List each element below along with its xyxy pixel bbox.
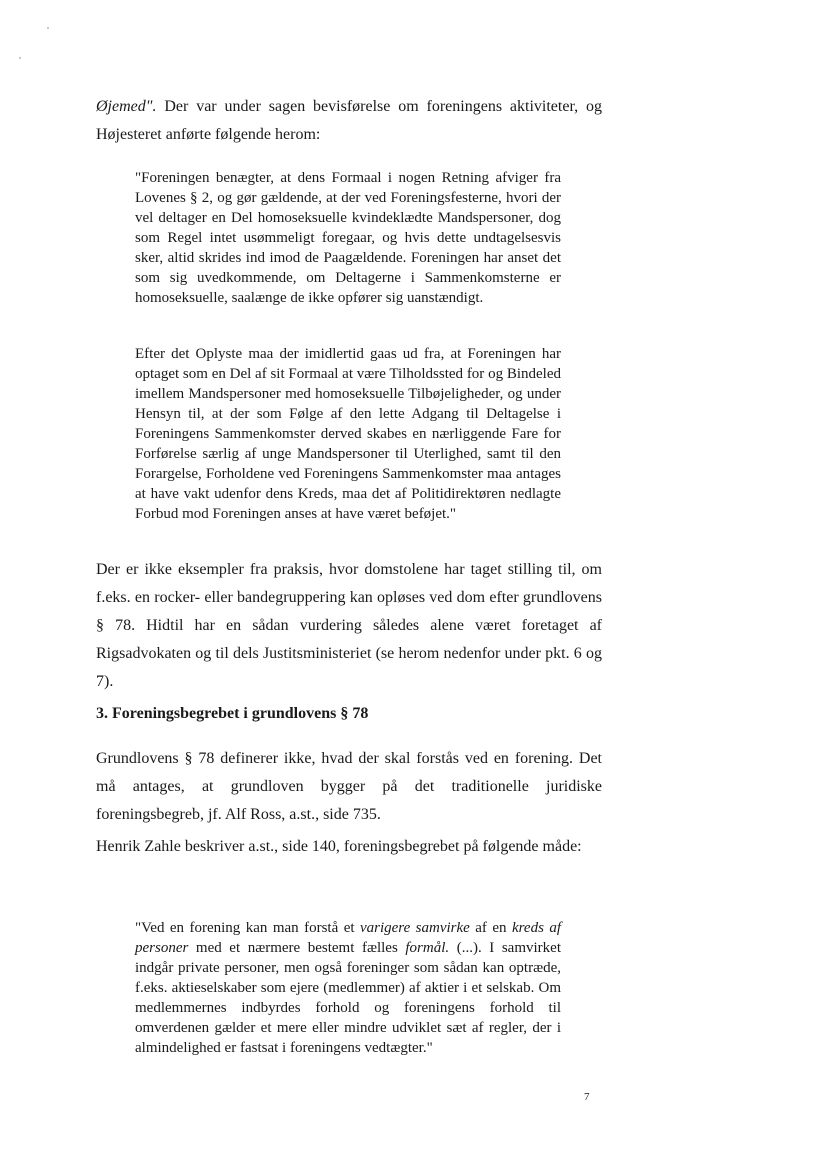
zahle-quote [135, 918, 561, 1058]
section-heading: 3. Foreningsbegrebet i grundlovens § 78 [96, 705, 369, 722]
definition-paragraph: Grundlovens § 78 definerer ikke, hvad der skal forstås ved en forening. Det må antages, at grundloven bygger på det traditionelle juridiske foreningsbegreb, jf. Alf Ross, a.st., side 735. [96, 750, 602, 823]
court-quote-1: "Foreningen benægter, at dens Formaal i nogen Retning afviger fra Lovenes § 2, og gør gældende, at der ved Foreningsfesterne, hvori der vel deltager en Del homoseksuelle kvindeklædte Mandspersoner, dog som Regel intet usømmeligt foregaar, og hvis dette undtagelsesvis sker, altid skrides ind imod de Paagældende. Foreningen har anset det som sig uvedkommende, om Deltagerne i Sammenkomsterne er homoseksuelle, saalænge de ikke opfører sig uanstændigt. [135, 170, 561, 306]
intro-italic-word: Øjemed". [96, 98, 157, 115]
zahle-quote-text: med et nærmere bestemt fælles [188, 940, 406, 956]
scan-speck [19, 57, 21, 59]
court-quote-2: Efter det Oplyste maa der imidlertid gaas ud fra, at Foreningen har optaget som en Del af sit Formaal at være Tilholdssted for og Bindeled imellem Mandspersoner med homoseksuelle Tilbøjeligheder, og under Hensyn til, at der som Følge af den lette Adgang til Deltagelse i Foreningens Sammenkomster derved skabes en nærliggende Fare for Forførelse særlig af unge Mandspersoner til Uterlighed, samt til den Forargelse, Forholdene ved Foreningens Sammenkomster maa antages at have vakt udenfor dens Kreds, maa det af Politidirektøren nedlagte Forbud mod Foreningen anses at have været beføjet." [135, 346, 561, 522]
scan-speck [47, 27, 49, 29]
intro-text: Der var under sagen bevisførelse om foreningens aktiviteter, og Højesteret anførte følgende herom: [96, 98, 602, 143]
zahle-quote-emphasis: kreds af personer [135, 920, 562, 956]
intro-paragraph [96, 93, 602, 149]
zahle-quote-emphasis: varigere samvirke [359, 920, 470, 936]
practice-paragraph: Der er ikke eksempler fra praksis, hvor domstolene har taget stilling til, om f.eks. en rocker- eller bandegruppering kan opløses ved dom efter grundlovens § 78. Hidtil har en sådan vurdering således alene været foretaget af Rigsadvokaten og til dels Justitsministeriet (se herom nedenfor under pkt. 6 og 7). [96, 561, 602, 690]
zahle-quote-text: "Ved en forening kan man forstå et [135, 920, 360, 936]
zahle-quote-text: af en [469, 920, 512, 936]
zahle-paragraph: Henrik Zahle beskriver a.st., side 140, foreningsbegrebet på følgende måde: [96, 838, 582, 855]
zahle-quote-emphasis: formål. [405, 940, 450, 956]
page-number: 7 [584, 1091, 590, 1103]
zahle-quote-text: (...). I samvirket indgår private personer, men også foreninger som sådan kan optræde, f.eks. aktieselskaber som ejere (medlemmer) af aktier i et selskab. Om medlemmernes indbyrdes forhold og foreningens forhold til omverdenen gælder et mere eller mindre udviklet sæt af regler, der i almindelighed er fastsat i foreningens vedtægter." [135, 940, 561, 1056]
